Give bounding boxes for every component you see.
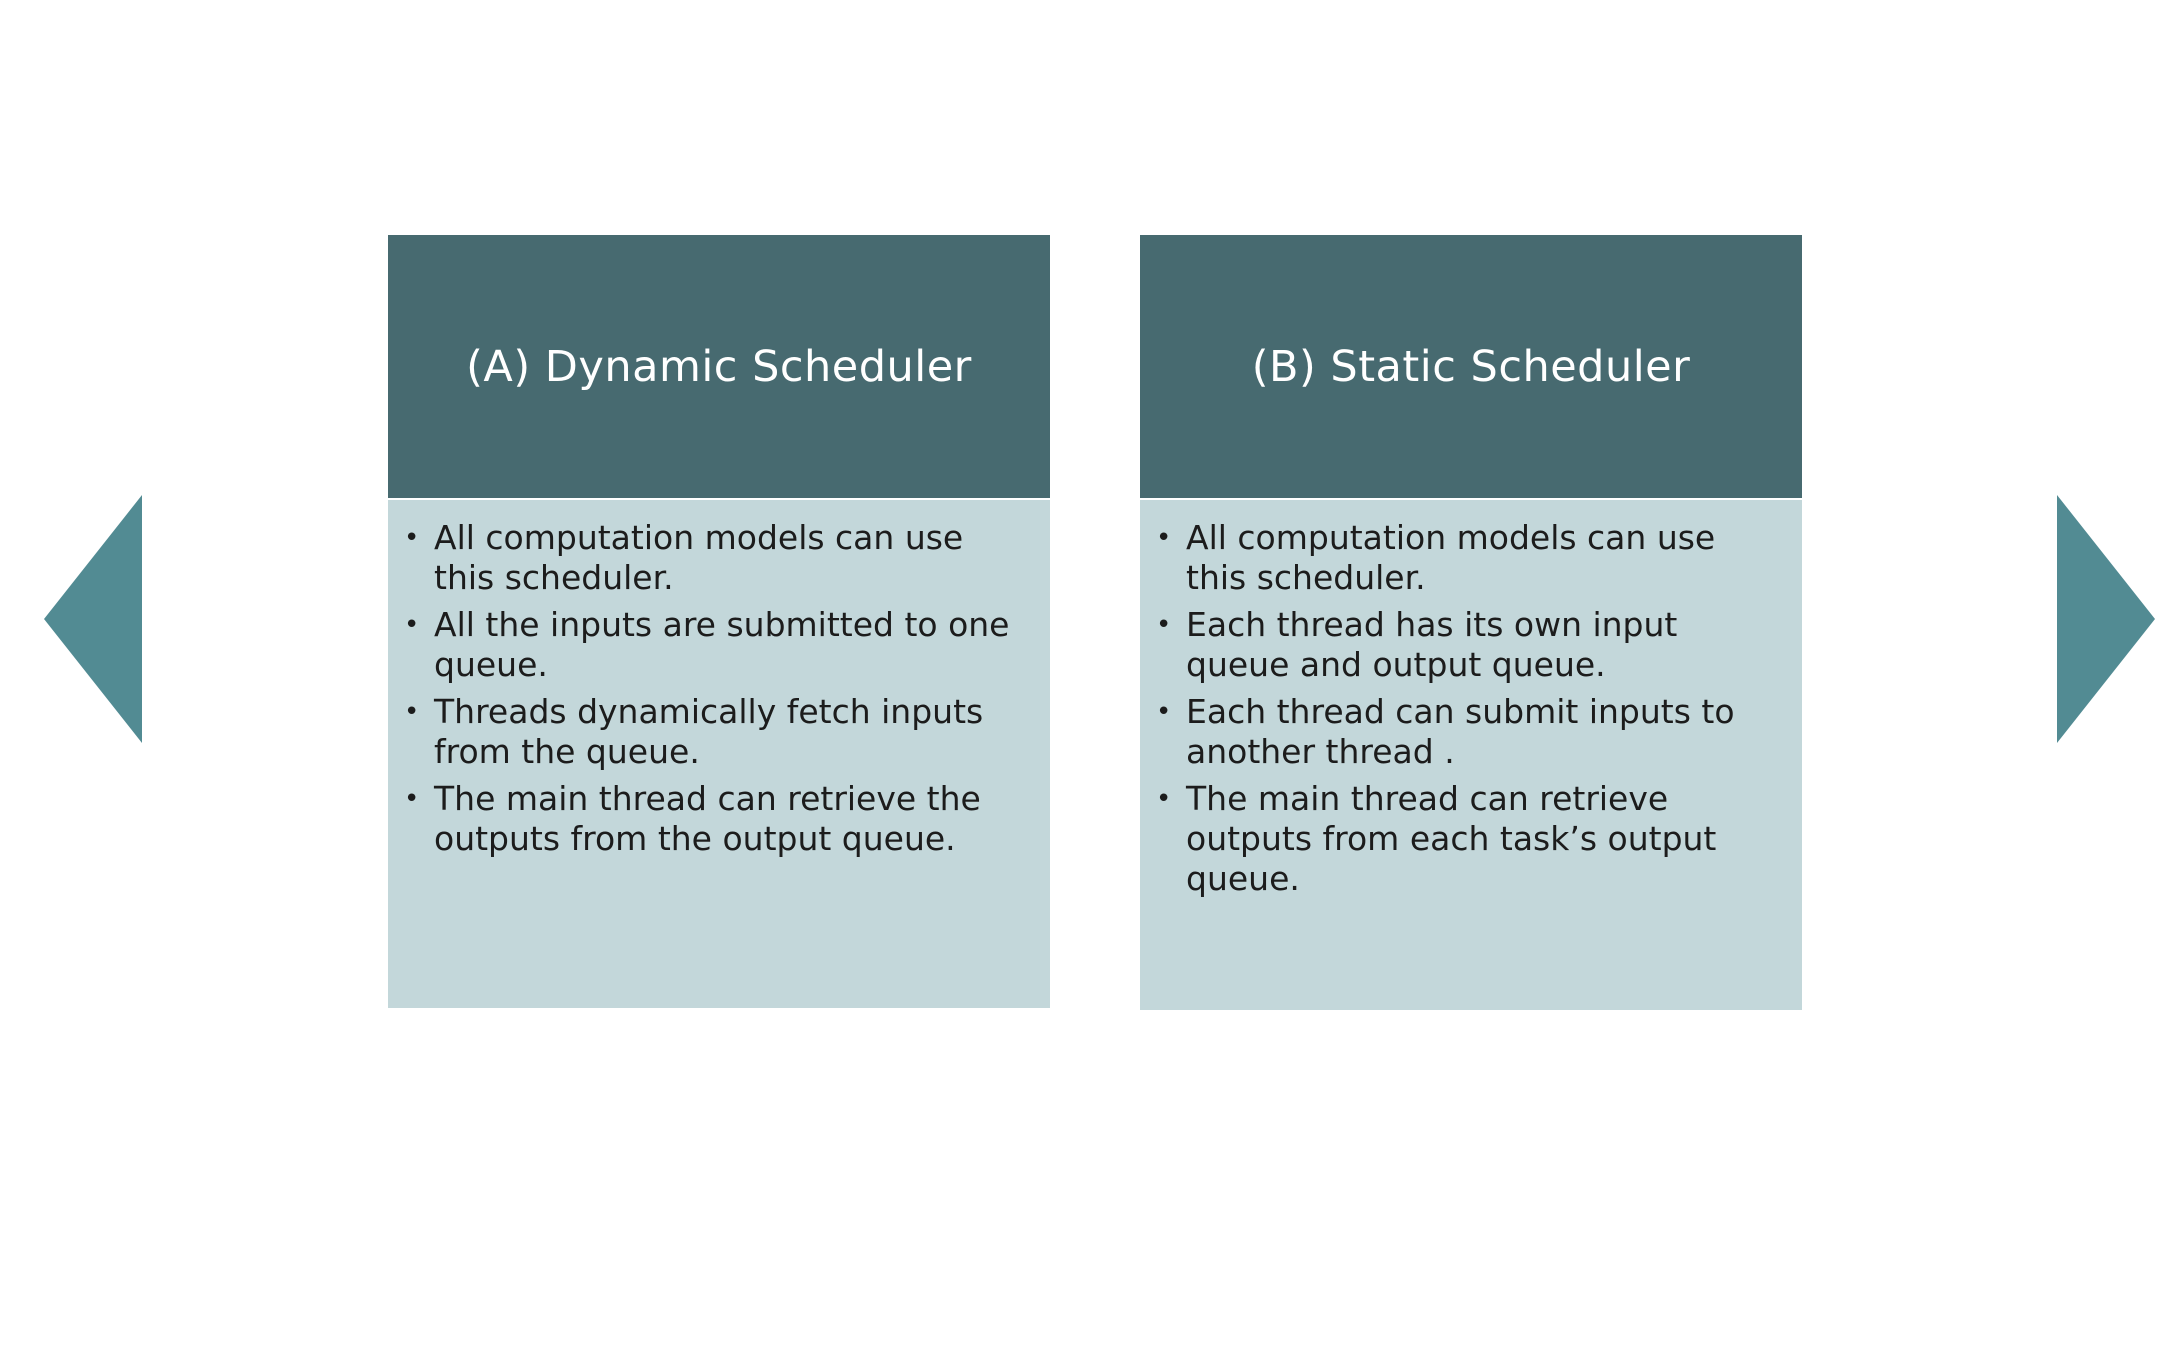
bullet-dot-icon: •: [404, 697, 420, 727]
bullet-dot-icon: •: [404, 784, 420, 814]
static-scheduler-title: (B) Static Scheduler: [1251, 341, 1691, 392]
static-scheduler-bullets: [1154, 518, 1782, 899]
bullet-text: The main thread can retrieve the outputs from the output queue.: [434, 779, 981, 858]
bullet-dot-icon: •: [1156, 523, 1172, 553]
bullet-item: [402, 518, 1030, 598]
dynamic-scheduler-header: [388, 235, 1050, 498]
bullet-item: [402, 779, 1030, 859]
bullet-text: All computation models can use this scheduler.: [434, 518, 964, 597]
bullet-text: The main thread can retrieve outputs from each task’s output queue.: [1186, 779, 1717, 898]
bullet-text: Threads dynamically fetch inputs from the queue.: [434, 692, 984, 771]
bullet-text: Each thread has its own input queue and output queue.: [1186, 605, 1678, 684]
static-scheduler-body: [1140, 498, 1802, 1010]
bullet-text: Each thread can submit inputs to another thread .: [1186, 692, 1735, 771]
bullet-item: [1154, 518, 1782, 598]
bullet-dot-icon: •: [404, 610, 420, 640]
bullet-item: [402, 605, 1030, 685]
triangle-left-icon[interactable]: [44, 495, 142, 743]
dynamic-scheduler-bullets: [402, 518, 1030, 859]
bullet-text: All computation models can use this scheduler.: [1186, 518, 1716, 597]
static-scheduler-panel: [1140, 235, 1802, 1010]
bullet-item: [1154, 779, 1782, 899]
static-scheduler-header: [1140, 235, 1802, 498]
triangle-right-icon[interactable]: [2057, 495, 2155, 743]
bullet-item: [1154, 692, 1782, 772]
bullet-dot-icon: •: [1156, 610, 1172, 640]
dynamic-scheduler-panel: [388, 235, 1050, 1008]
dynamic-scheduler-body: [388, 498, 1050, 1008]
bullet-text: All the inputs are submitted to one queue.: [434, 605, 1010, 684]
dynamic-scheduler-title: (A) Dynamic Scheduler: [466, 341, 972, 392]
bullet-item: [1154, 605, 1782, 685]
bullet-item: [402, 692, 1030, 772]
bullet-dot-icon: •: [1156, 784, 1172, 814]
bullet-dot-icon: •: [1156, 697, 1172, 727]
bullet-dot-icon: •: [404, 523, 420, 553]
